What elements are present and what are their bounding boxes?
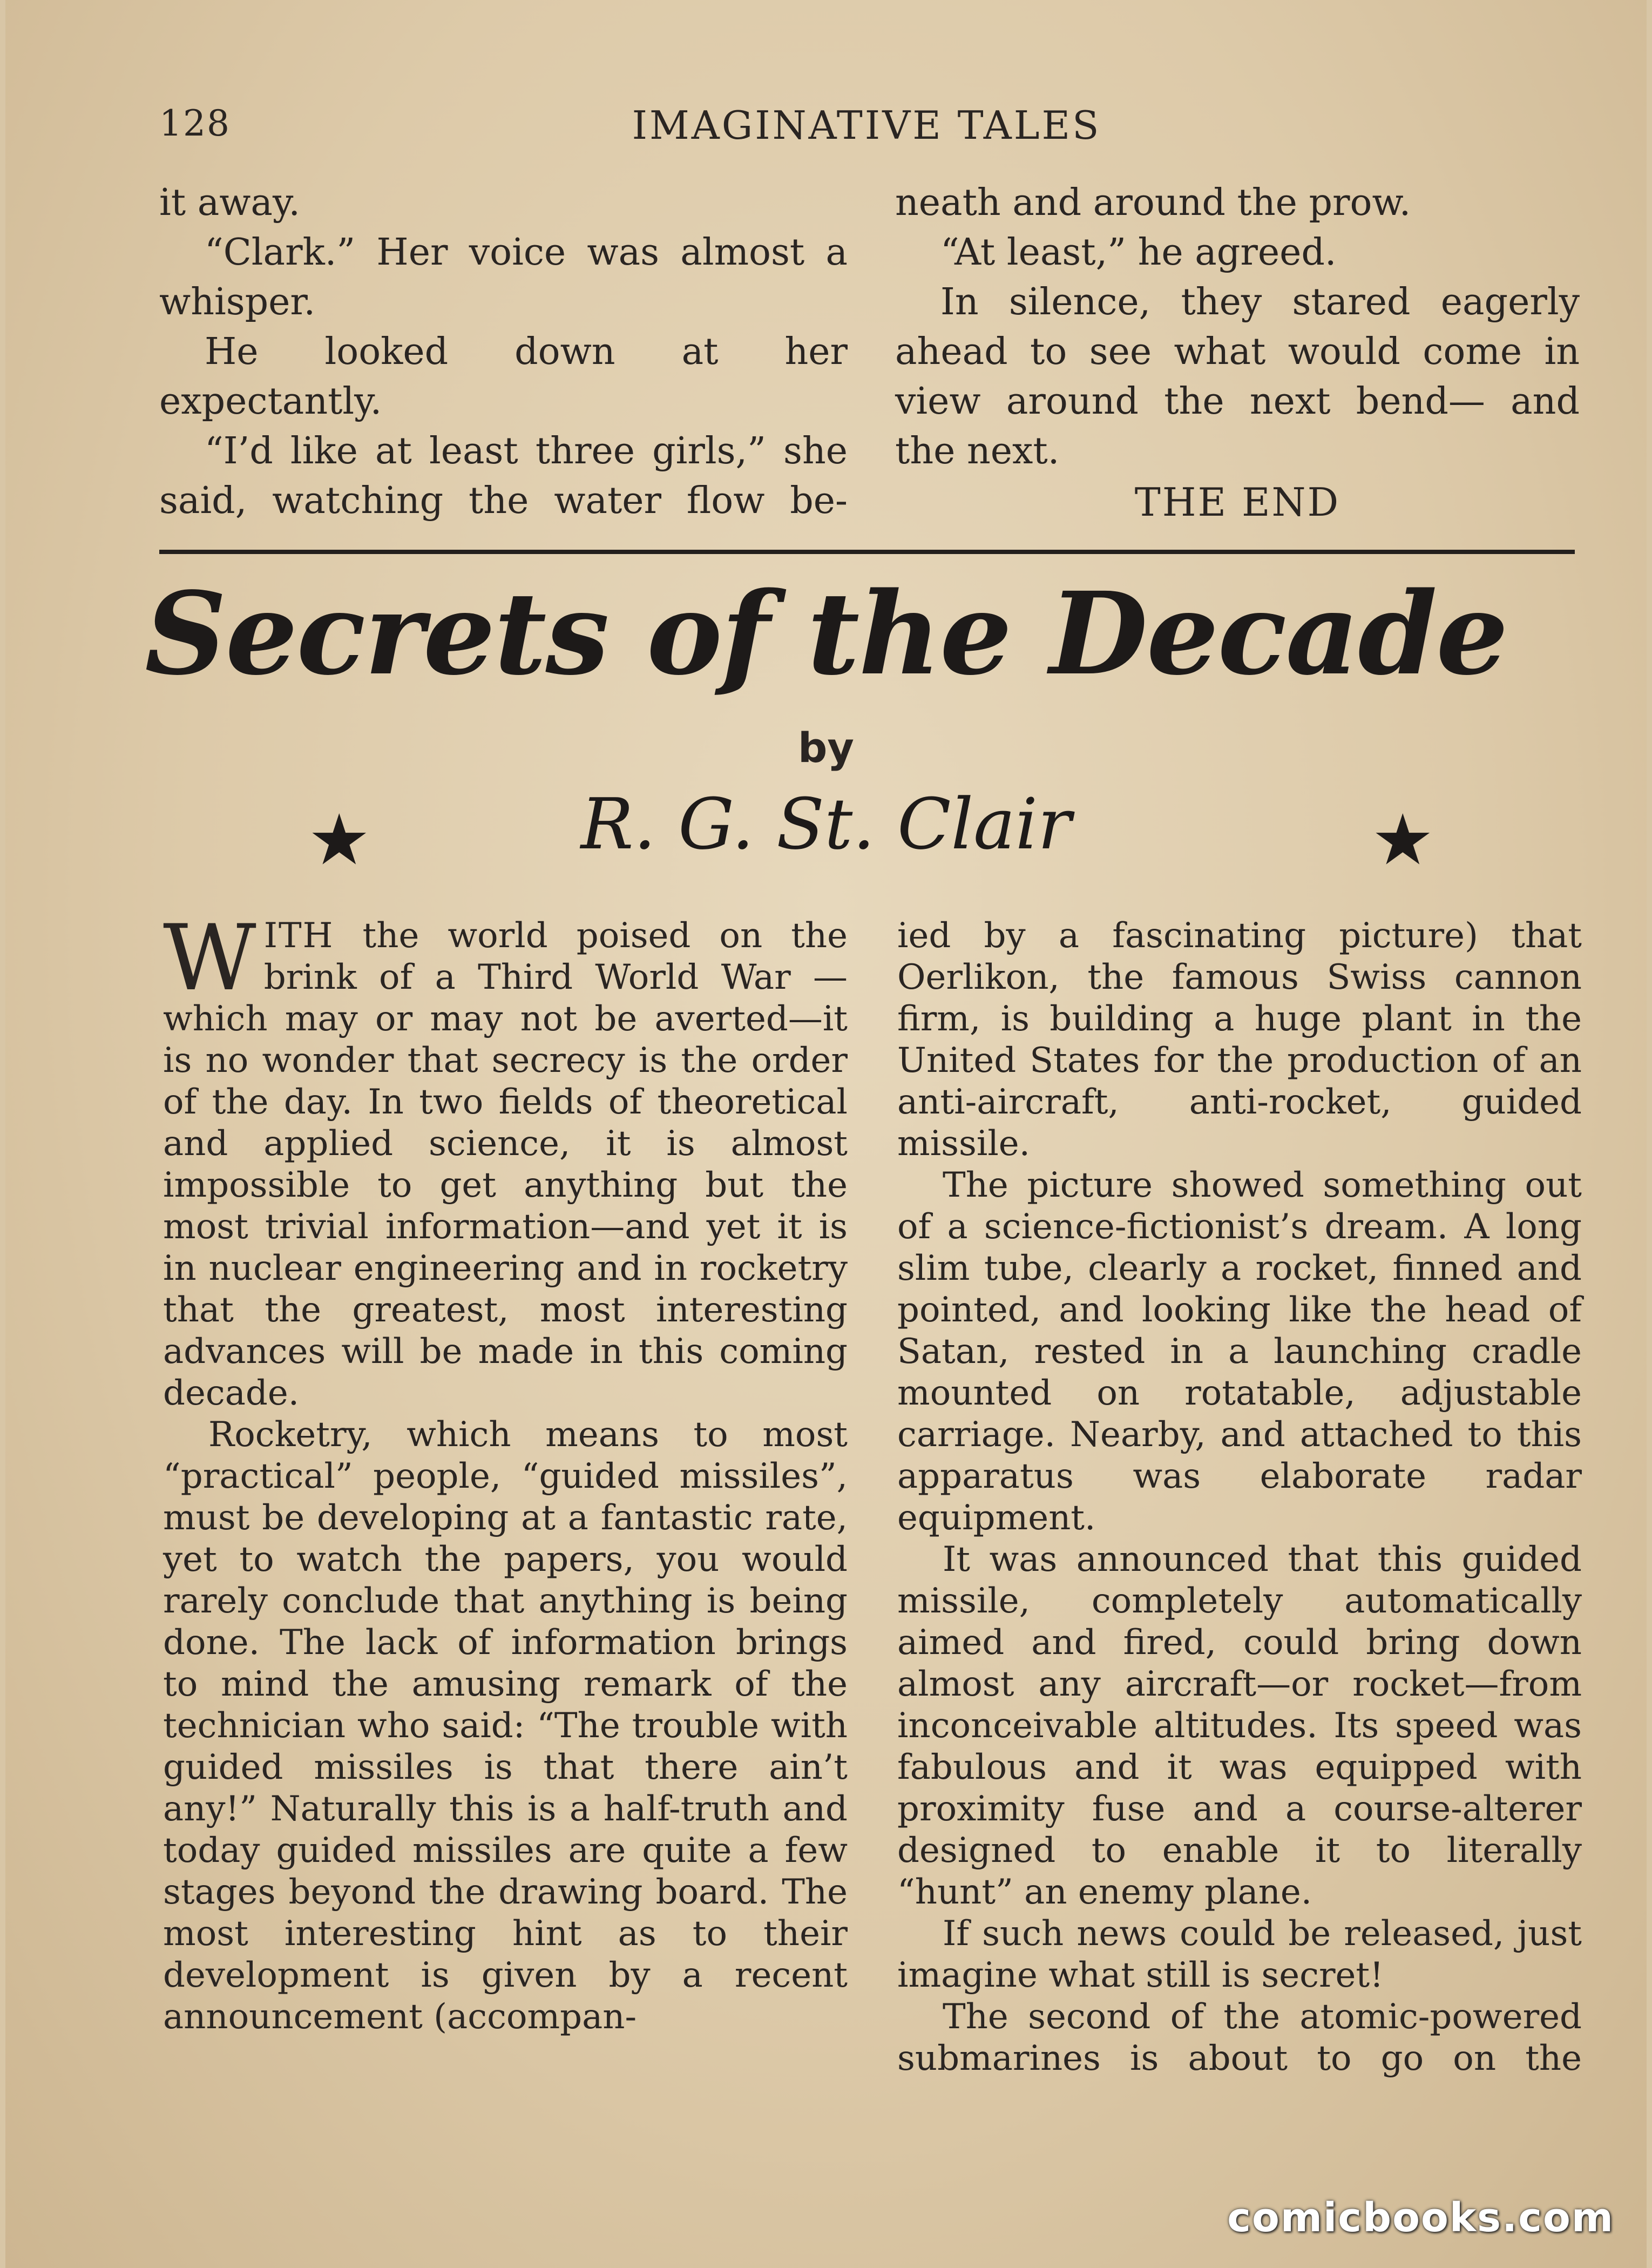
article-right-column [897, 915, 1582, 2080]
star-ornament-icon: ★ [308, 799, 371, 881]
first-words: ITH [263, 916, 334, 956]
article-paragraph: If such news could be released, just imagine what still is secret! [897, 1914, 1582, 1995]
story-paragraph: In silence, they stared eagerly ahead to see what would come in view around the next bend— and the next. [895, 281, 1580, 473]
article-title: Secrets of the Decade [145, 567, 1507, 700]
drop-cap: W [163, 905, 256, 1011]
article-paragraph [163, 905, 848, 1414]
article-paragraph: The picture showed something out of a science-fictionist’s dream. A long slim tube, clearly a rocket, finned and pointed, and looking like the head of Satan, rested in a launching cradle mounted on rotatable, adjustable carriage. Nearby, and attached to this apparatus was elaborate radar equipment. [897, 1165, 1582, 1538]
story-paragraph: “Clark.” Her voice was almost a whisper. [159, 231, 848, 323]
the-end-label: THE END [1134, 480, 1340, 525]
byline-by: by [798, 724, 854, 772]
magazine-page [5, 0, 1647, 2268]
story-end-right-column [895, 178, 1580, 527]
author-name: R. G. St. Clair [580, 783, 1072, 865]
story-paragraph: it away. [159, 181, 300, 224]
story-paragraph: He looked down at her expectantly. [159, 330, 848, 423]
article-paragraph: The second of the atomic-powered submarines is about to go on the [897, 1997, 1582, 2078]
article-paragraph: It was announced that this guided missile, completely automatically aimed and fired, could bring down almost any aircraft—or rocket—from inconceivable altitudes. Its speed was fabulous and it was equipped with proximity fuse and a course-alterer designed to enable it to literally “hunt” an enemy plane. [897, 1540, 1582, 1912]
story-end-left-column [159, 178, 848, 526]
story-paragraph: “I’d like at least three girls,” she said, watching the water flow be- [159, 430, 848, 522]
paragraph-text: the world poised on the brink of a Third World War —which may or may not be averted—it is no wonder that secrecy is the order of the day. In two fields of theoretical and applied science, it is almost impossible to get anything but the most trivial information—and yet it is in nuclear engineering and in rocketry that the greatest, most interesting advances will be made in this coming decade. [163, 916, 848, 1413]
magazine-title: IMAGINATIVE TALES [632, 103, 1101, 148]
star-ornament-icon: ★ [1371, 799, 1434, 881]
article-paragraph: ied by a fascinating picture) that Oerlikon, the famous Swiss cannon firm, is building a huge plant in the United States for the production of an anti-aircraft, anti-rocket, guided missile. [897, 916, 1582, 1164]
story-paragraph: neath and around the prow. [895, 181, 1411, 224]
page-header [159, 103, 1574, 146]
article-paragraph: Rocketry, which means to most “practical” people, “guided missiles”, must be developing at a fantastic rate, yet to watch the papers, you would rarely conclude that anything is being done. The lack of information brings to mind the amusing remark of the technician who said: “The trouble with guided missiles is that there ain’t any!” Naturally this is a half-truth and today guided missiles are quite a few stages beyond the drawing board. The most interesting hint as to their development is given by a recent announcement (accompan- [163, 1415, 848, 2037]
section-divider [159, 550, 1575, 554]
article-left-column [163, 905, 848, 2038]
site-watermark: comicbooks.com [1227, 2195, 1614, 2241]
page-number: 128 [159, 103, 231, 144]
story-paragraph: “At least,” he agreed. [940, 231, 1337, 274]
